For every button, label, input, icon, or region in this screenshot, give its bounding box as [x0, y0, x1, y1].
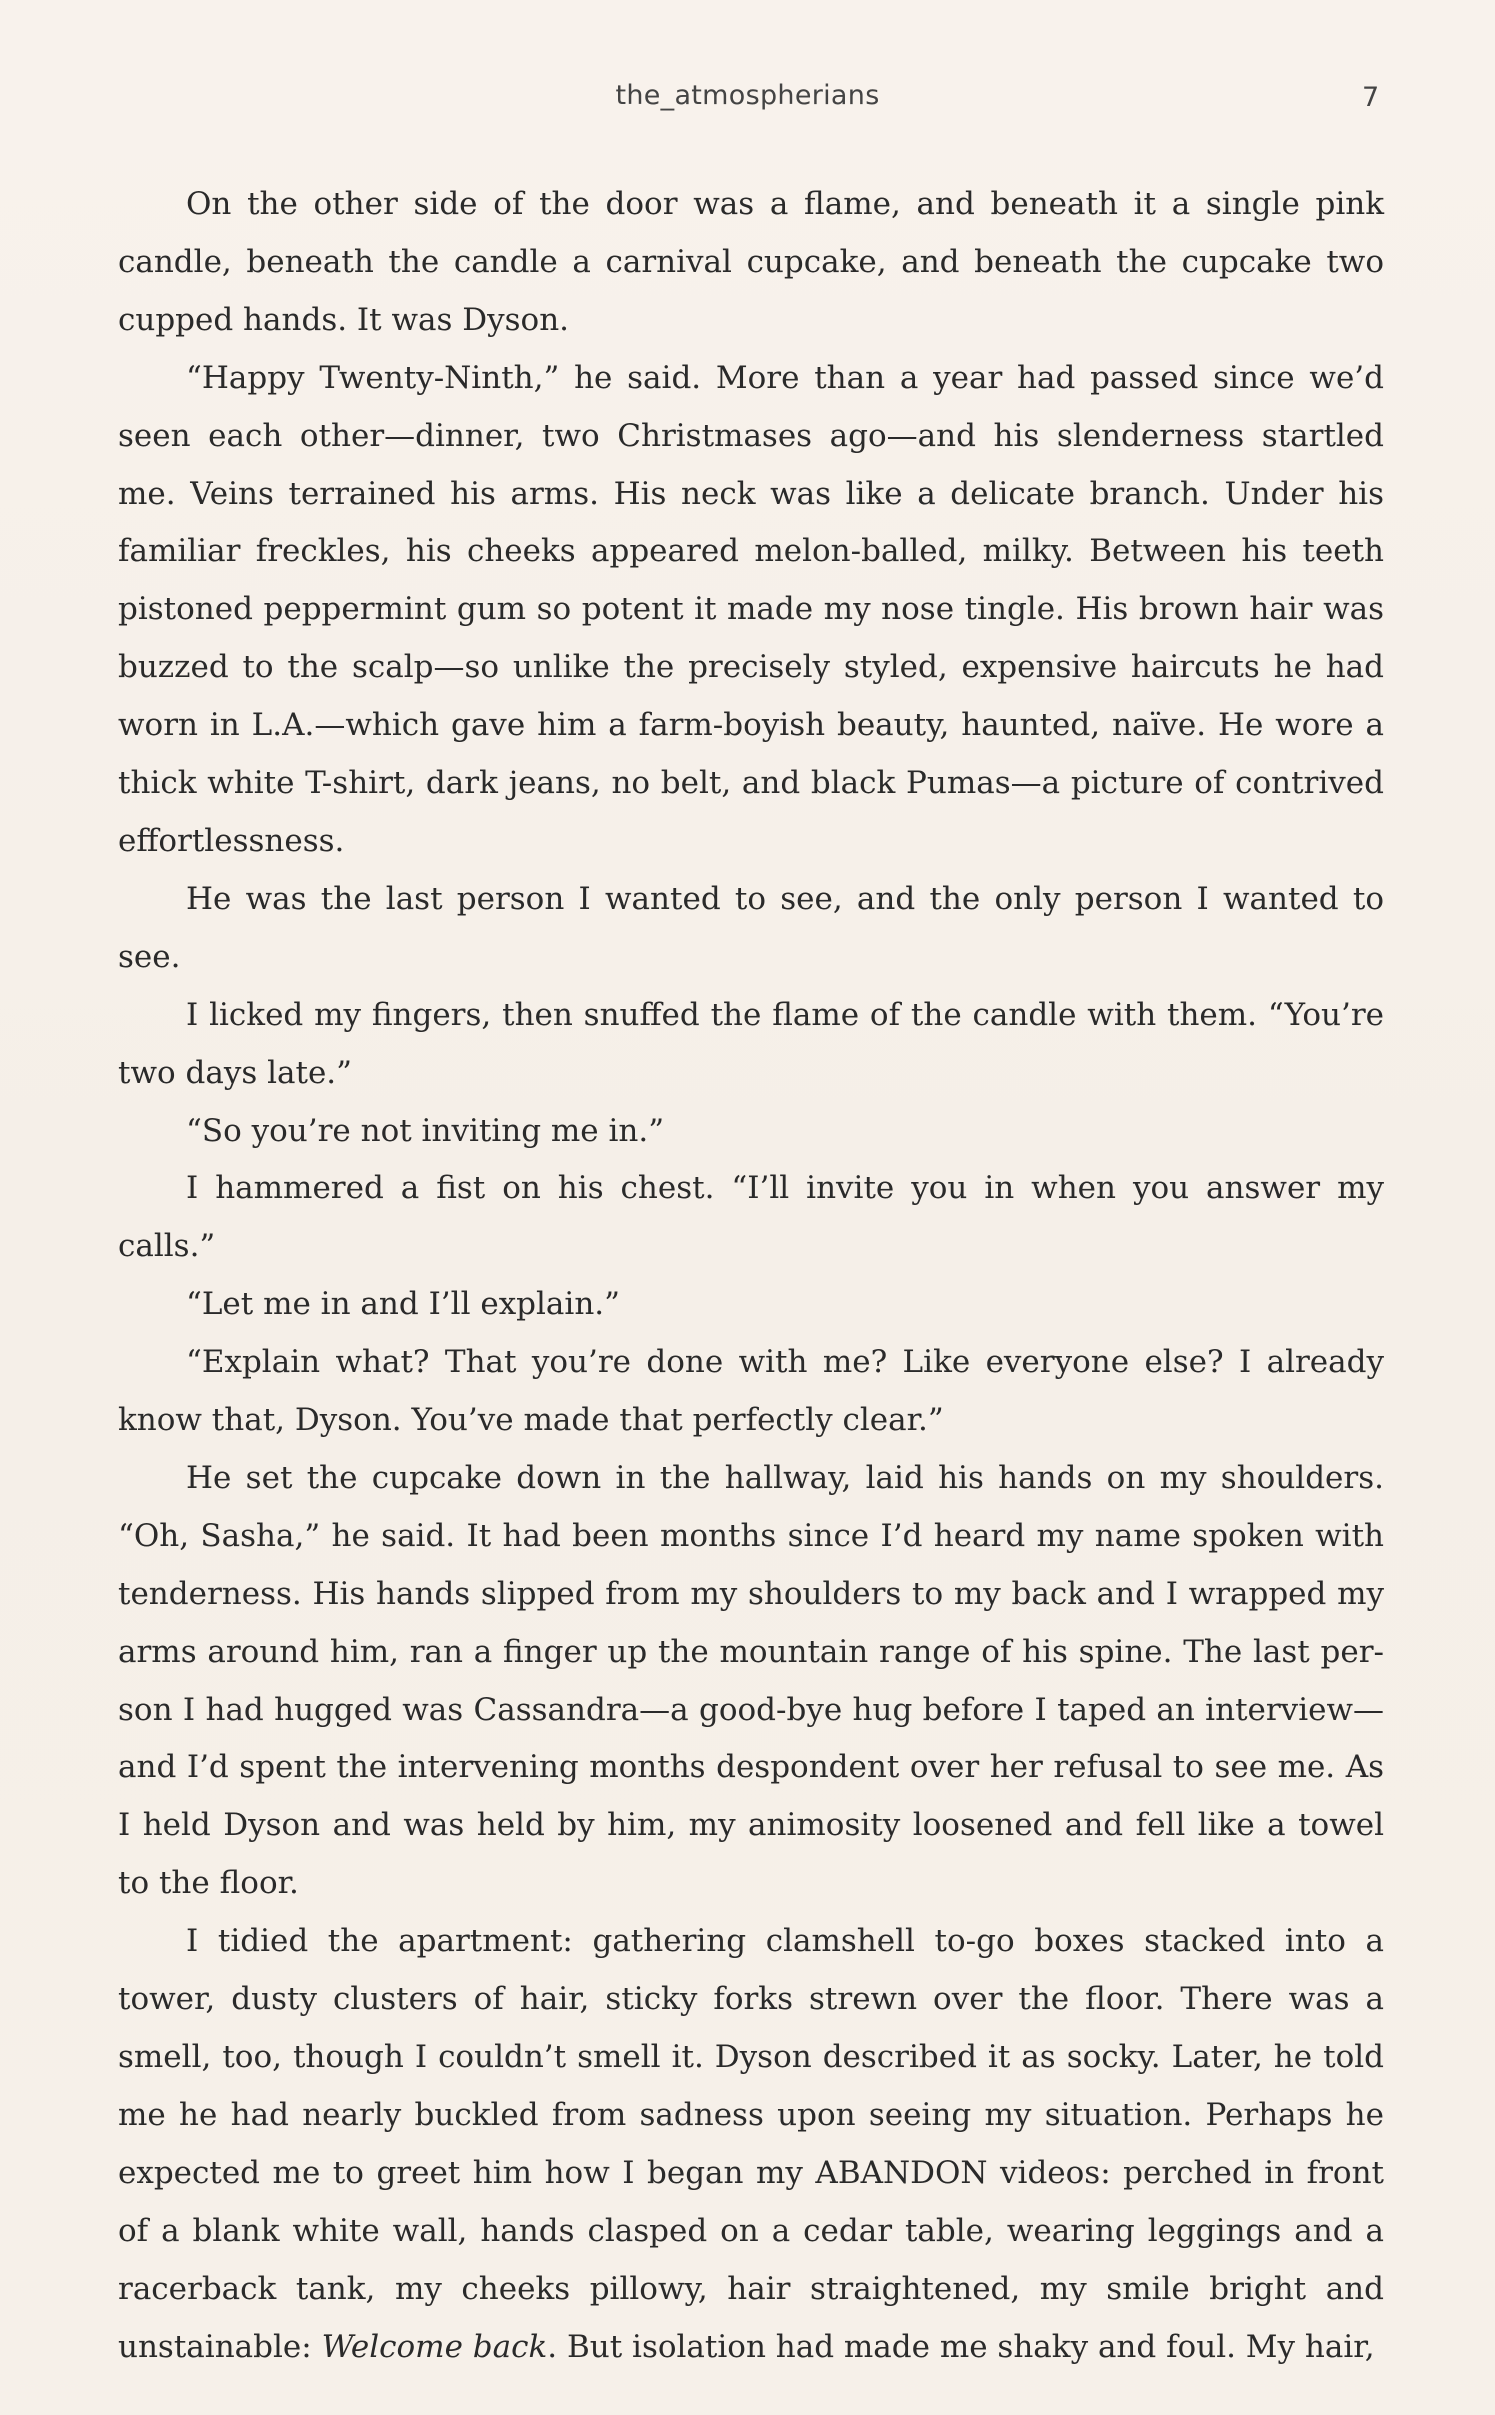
paragraph-tail: . But isolation had made me shaky and foul. My hair,: [547, 2328, 1375, 2365]
paragraph: I hammered a fist on his chest. “I’ll invite you in when you answer my calls.”: [118, 1170, 1384, 1265]
paragraph: “Happy Twenty-Ninth,” he said. More than a year had passed since we’d seen each other—dinner, two Christmases ago—and his slenderness startled me. Veins terrained his arms. His neck was like a delicate branch. Under his familiar freckles, his cheeks appeared melon-balled, milky. Between his teeth pistoned peppermint gum so potent it made my nose tingle. His brown hair was buzzed to the scalp—so unlike the precisely styled, expensive haircuts he had worn in L.A.—which gave him a farm-boyish beauty, haunted, naïve. He wore a thick white T-shirt, dark jeans, no belt, and black Pumas—a picture of contrived effortlessness.: [118, 359, 1384, 859]
paragraph: He set the cupcake down in the hallway, laid his hands on my shoulders. “Oh, Sasha,” he said. It had been months since I’d heard my name spoken with tenderness. His hands slipped from my shoulders to my back and I wrapped my arms around him, ran a finger up the mountain range of his spine. The last person I had hugged was Cassandra—a good-bye hug before I taped an interview—and I’d spent the intervening months despondent over her refusal to see me. As I held Dyson and was held by him, my animosity loosened and fell like a towel to the floor.: [118, 1459, 1384, 1902]
paragraph: On the other side of the door was a flame, and beneath it a single pink candle, beneath the candle a carnival cupcake, and beneath the cupcake two cupped hands. It was Dyson.: [118, 186, 1384, 338]
running-head: the_atmospherians: [615, 80, 880, 111]
italic-phrase: Welcome back: [321, 2328, 548, 2365]
paragraph: I licked my fingers, then snuffed the flame of the candle with them. “You’re two days late.”: [118, 996, 1384, 1091]
paragraph: “So you’re not inviting me in.”: [186, 1112, 665, 1149]
paragraph: He was the last person I wanted to see, and the only person I wanted to see.: [118, 880, 1384, 975]
paragraph: “Explain what? That you’re done with me? Like everyone else? I already know that, Dyson. You’ve made that perfectly clear.”: [118, 1344, 1384, 1439]
paragraph: [118, 1913, 1384, 2376]
body-text: [118, 176, 1384, 2376]
paragraph-text: I tidied the apartment: gathering clamshell to-go boxes stacked into a tower, dusty clusters of hair, sticky forks strewn over the floor. There was a smell, too, though I couldn’t smell it. Dyson described it as socky. Later, he told me he had nearly buckled from sadness upon seeing my situation. Perhaps he expected me to greet him how I began my ABANDON videos: perched in front of a blank white wall, hands clasped on a cedar table, wearing leggings and a racerback tank, my cheeks pillowy, hair straightened, my smile bright and unstainable:: [118, 1923, 1384, 2365]
paragraph: “Let me in and I’ll explain.”: [186, 1286, 620, 1323]
page-number: 7: [1362, 82, 1380, 113]
